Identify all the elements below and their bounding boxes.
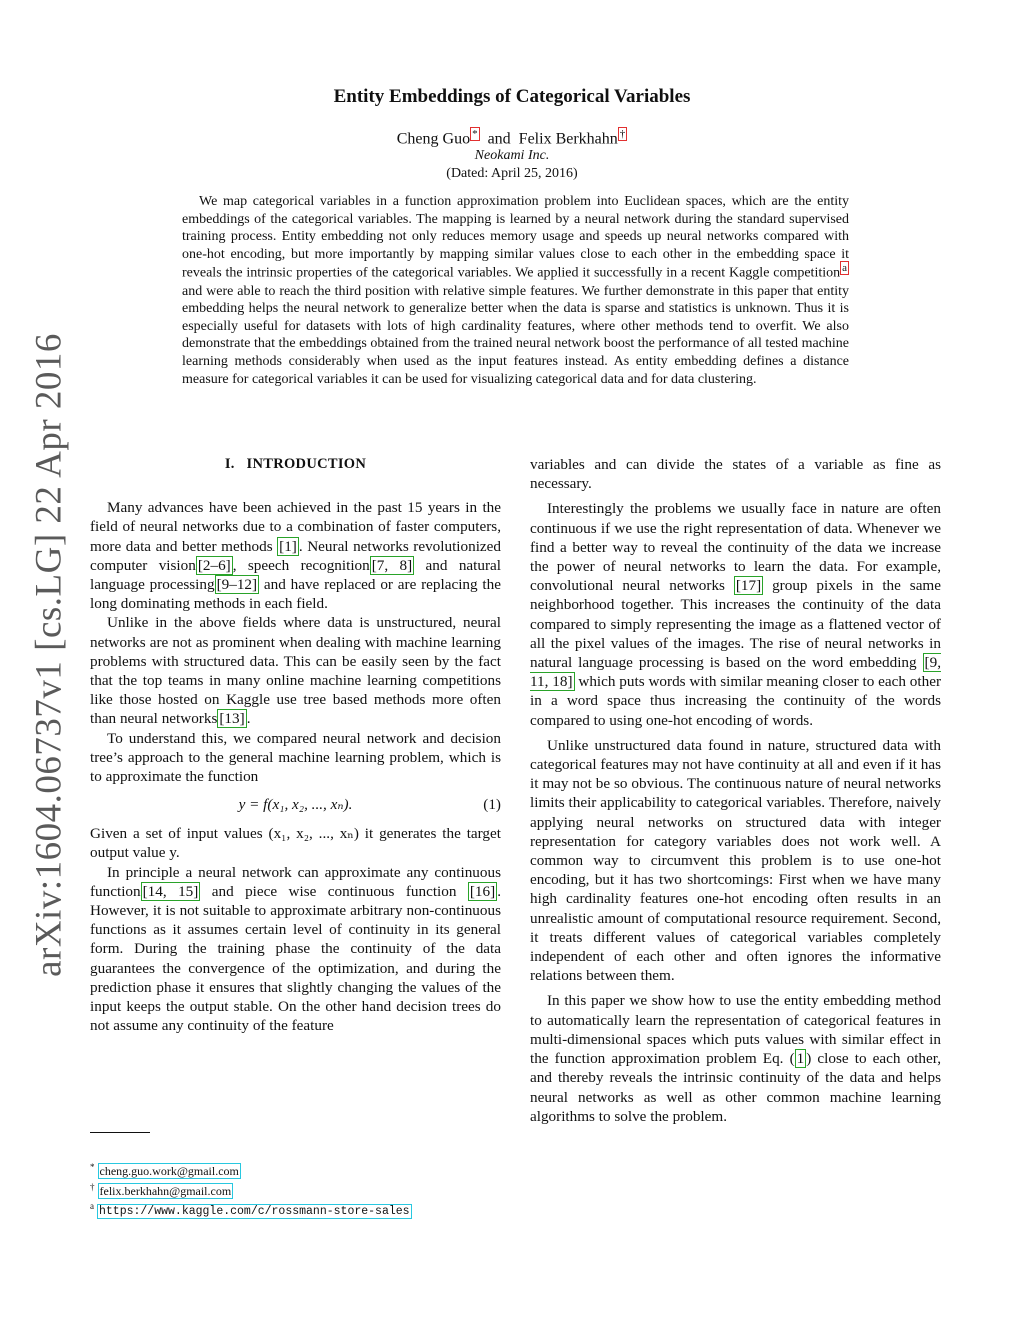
citation-link[interactable]: [13]: [219, 710, 245, 728]
paragraph: Given a set of input values (x₁, x₂, ..., xₙ) it generates the target output value y.: [90, 825, 501, 862]
author-conjunction: and: [487, 130, 511, 148]
footnote-divider: [90, 1132, 150, 1133]
section-heading: [90, 455, 501, 474]
url-link[interactable]: https://www.kaggle.com/c/rossmann-store-sales: [99, 1205, 410, 1218]
text: Interestingly the problems we usually face in nature are often continuous if we use the right representation of data. Whenever we find a better way to reveal the continuity of the data we increase the power of neural networks to learn the data. For example, convolutional neural networks: [530, 500, 941, 595]
paragraph: [530, 499, 941, 729]
text: In this paper we show how to use the entity embedding method to automatically learn the representation of categorical features in multi-dimensional spaces which puts values with similar effect in the function approximation problem Eq. (: [530, 992, 941, 1068]
author-footnote-link[interactable]: †: [619, 128, 626, 140]
text: , speech recognition: [232, 556, 370, 574]
abstract-text: and were able to reach the third position with relative simple features. We further demonstrate in this paper that entity embedding helps the neural network to generalize better when the data is sparse and statistics is unknown. Thus it is especially useful for datasets with lots of high cardinality features, where other methods tend to overfit. We also demonstrate that the embeddings obtained from the trained neural network boost the performance of all tested machine learning methods considerably when used as the input features instead. As entity embedding defines a distance measure for categorical variables it can be used for visualizing categorical data and for data clustering.: [182, 283, 849, 387]
citation-link[interactable]: [16]: [469, 882, 496, 900]
paragraph: [90, 613, 501, 728]
equation-1: [90, 786, 501, 824]
abstract: [182, 193, 849, 388]
paragraph: variables and can divide the states of a variable as fine as necessary.: [530, 456, 941, 493]
text: .: [246, 710, 251, 728]
author-footnote-link[interactable]: *: [472, 128, 478, 140]
email-link[interactable]: cheng.guo.work@gmail.com: [99, 1164, 239, 1178]
footnote-mark: †: [90, 1181, 95, 1192]
footnote-email-2: [90, 1180, 412, 1200]
section-title: INTRODUCTION: [246, 456, 367, 472]
arxiv-identifier: [24, 333, 74, 977]
citation-link[interactable]: [17]: [735, 577, 762, 595]
left-column: [90, 455, 501, 1035]
text: . Neural networks revolutionized computer vision: [90, 537, 501, 574]
author-name: Cheng Guo: [396, 130, 471, 148]
paragraph: Unlike unstructured data found in nature, structured data with categorical features may not have continuity at all and even if it has it may not be so obvious. The continuous nature of neural networks limits their applicability to categorical variables. Therefore, naively applying neural networks on structured data with integer representation for category variables does not work well. A common way to circumvent this problem is to use one-hot encoding, but it has two shortcomings: First when we have many high cardinality features one-hot encoding often results in an unrealistic amount of computational resource requirement. Second, it treats different values of categorical variables completely independent of each other and often ignores the informative relations between them.: [530, 736, 941, 985]
text: ) close to each other, and thereby reveals the intrinsic continuity of the data and helps neural networks as well as other common machine learning algorithms to solve the problem.: [530, 1050, 941, 1125]
citation-link[interactable]: [2–6]: [197, 556, 231, 574]
footnote-mark: *: [90, 1162, 95, 1172]
paragraph: [530, 991, 941, 1125]
citation-link[interactable]: [9, 11, 18]: [530, 654, 941, 691]
text: Many advances have been achieved in the past 15 years in the field of neural networks due to a combination of faster computers, more data and better methods: [90, 499, 501, 555]
footnote-mark: a: [90, 1201, 94, 1211]
section-number: I.: [224, 456, 235, 472]
right-column: [530, 455, 941, 1126]
paragraph: [90, 498, 501, 613]
citation-link[interactable]: [9–12]: [216, 576, 258, 594]
arxiv-identifier-text: arXiv:1604.06737v1 [cs.LG] 22 Apr 2016: [28, 333, 70, 977]
equation-number: (1): [483, 796, 501, 814]
abstract-text: We map categorical variables in a function approximation problem into Euclidean spaces, which are the entity embeddings of the categorical variables. The mapping is learned by a neural network during the standard supervised training process. Entity embedding not only reduces memory usage and speeds up neural networks compared with one-hot encoding, but more importantly by mapping similar values close to each other in the embedding space it reveals the intrinsic properties of the categorical variables. We applied it successfully in a recent Kaggle competition: [182, 194, 849, 282]
text: which puts words with similar meaning closer to each other in a word space thus increasing the continuity of the words compared to using one-hot encoding of words.: [530, 673, 942, 729]
equation-body: y = f(x₁, x₂, ..., xₙ).: [238, 796, 353, 814]
text: Unlike in the above fields where data is unstructured, neural networks are not as prominent when dealing with machine learning problems with structured data. This can be easily seen by the fact that the top teams in many online machine learning competitions like those hosted on Kaggle use tree based methods more often than neural networks: [90, 614, 501, 728]
text: group pixels in the same neighborhood together. This increases the continuity of the data compared to simply representing the image as a flattened vector of all the pixel values of the images. The rise of neural networks in natural language processing is based on the word embedding: [530, 577, 941, 672]
abstract-footnote-link[interactable]: a: [842, 262, 847, 275]
text: . However, it is not suitable to approximate arbitrary non-continuous functions as it assumes certain level of continuity in its general form. During the training phase the continuity of the data guarantees the convergence of the optimization, and during the prediction phase it ensures that slightly changing the values of the input keeps the output stable. On the other hand decision trees do not assume any continuity of the feature: [90, 882, 501, 1035]
email-link[interactable]: felix.berkhahn@gmail.com: [99, 1183, 232, 1198]
text: and have replaced or are replacing the long dominating methods in each field.: [90, 576, 501, 613]
footnote-email-1: [90, 1160, 412, 1180]
author-name: Felix Berkhahn: [518, 130, 618, 148]
text: and natural language processing: [90, 556, 501, 594]
citation-link[interactable]: [14, 15]: [142, 882, 199, 900]
footnote-url: [90, 1199, 412, 1220]
paragraph: [90, 863, 501, 1036]
text: In principle a neural network can approximate any continuous function: [90, 863, 501, 900]
citation-link[interactable]: [1]: [279, 537, 297, 555]
affiliation: Neokami Inc.: [474, 148, 550, 163]
paper-title: Entity Embeddings of Categorical Variables: [333, 86, 691, 107]
author-list: [0, 129, 1024, 148]
citation-link[interactable]: [7, 8]: [371, 556, 413, 574]
date-line: (Dated: April 25, 2016): [446, 166, 578, 181]
text: and piece wise continuous function: [200, 882, 468, 900]
footnotes: [90, 1160, 412, 1220]
equation-reference-link[interactable]: 1: [796, 1050, 805, 1068]
paragraph: To understand this, we compared neural network and decision tree’s approach to the general machine learning problem, which is to approximate the function: [90, 729, 501, 786]
